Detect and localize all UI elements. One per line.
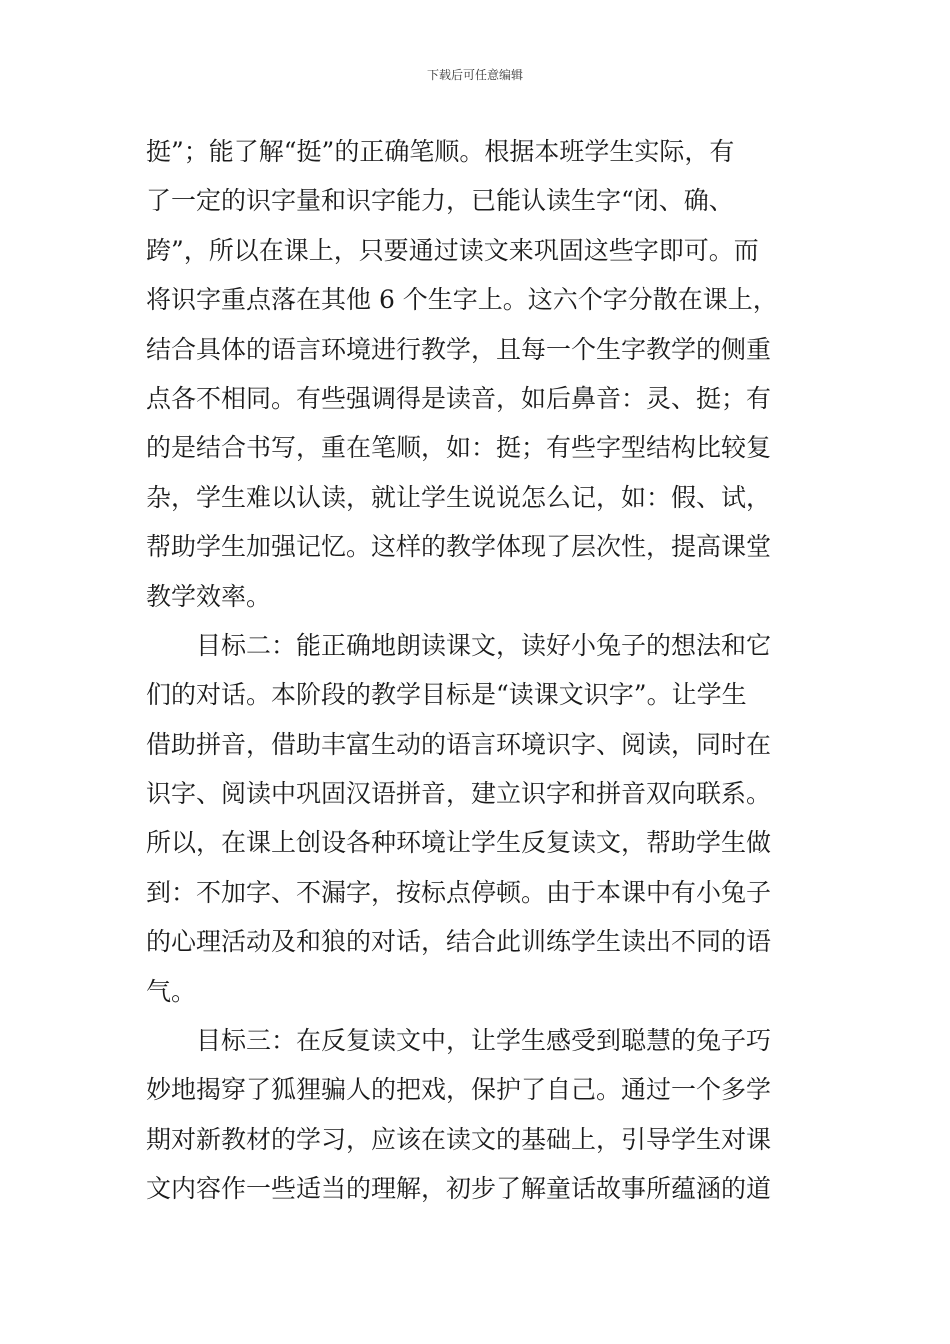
text-line: 结合具体的语言环境进行教学，且每一个生字教学的侧重 (146, 334, 772, 364)
text-line: 目标三：在反复读文中，让学生感受到聪慧的兔子巧 (146, 1026, 772, 1056)
paragraph-3 (146, 1016, 806, 1214)
text-line: 挺”；能了解“挺”的正确笔顺。根据本班学生实际，有 (146, 137, 735, 166)
text-line: 帮助学生加强记忆。这样的教学体现了层次性，提高课堂 (146, 532, 772, 562)
text-line: 教学效率。 (146, 581, 272, 611)
text-line: 杂，学生难以认读，就让学生说说怎么记，如：假、试， (146, 482, 772, 512)
paragraph-1 (146, 127, 806, 621)
text-line: 目标二：能正确地朗读课文，读好小兔子的想法和它 (146, 630, 772, 660)
text-line: 了一定的识字量和识字能力，已能认读生字“闭、确、 (146, 186, 734, 216)
text-line: 所以，在课上创设各种环境让学生反复读文，帮助学生做 (146, 828, 772, 858)
text-line: 期对新教材的学习，应该在读文的基础上，引导学生对课 (146, 1124, 772, 1154)
text-line: 点各不相同。有些强调得是读音，如后鼻音：灵、挺；有 (146, 383, 772, 413)
text-line: 识字、阅读中巩固汉语拼音，建立识字和拼音双向联系。 (146, 779, 772, 809)
text-line: 跨”，所以在课上，只要通过读文来巩固这些字即可。而 (146, 235, 759, 265)
text-line: 的心理活动及和狼的对话，结合此训练学生读出不同的语 (146, 927, 772, 957)
text-line: 妙地揭穿了狐狸骗人的把戏，保护了自己。通过一个多学 (146, 1075, 772, 1105)
page-header: 下载后可任意编辑 (426, 68, 523, 82)
document-body (146, 127, 806, 1214)
text-line: 到：不加字、不漏字，按标点停顿。由于本课中有小兔子 (146, 877, 772, 907)
paragraph-2 (146, 621, 806, 1016)
text-line: 将识字重点落在其他 6 个生字上。这六个字分散在课上， (146, 285, 778, 315)
text-line: 借助拼音，借助丰富生动的语言环境识字、阅读，同时在 (146, 729, 772, 759)
text-line: 气。 (146, 976, 197, 1006)
text-line: 文内容作一些适当的理解，初步了解童话故事所蕴涵的道 (146, 1174, 772, 1204)
text-line: 的是结合书写，重在笔顺，如：挺；有些字型结构比较复 (146, 433, 772, 463)
text-line: 们的对话。本阶段的教学目标是“读课文识字”。让学生 (146, 680, 747, 710)
